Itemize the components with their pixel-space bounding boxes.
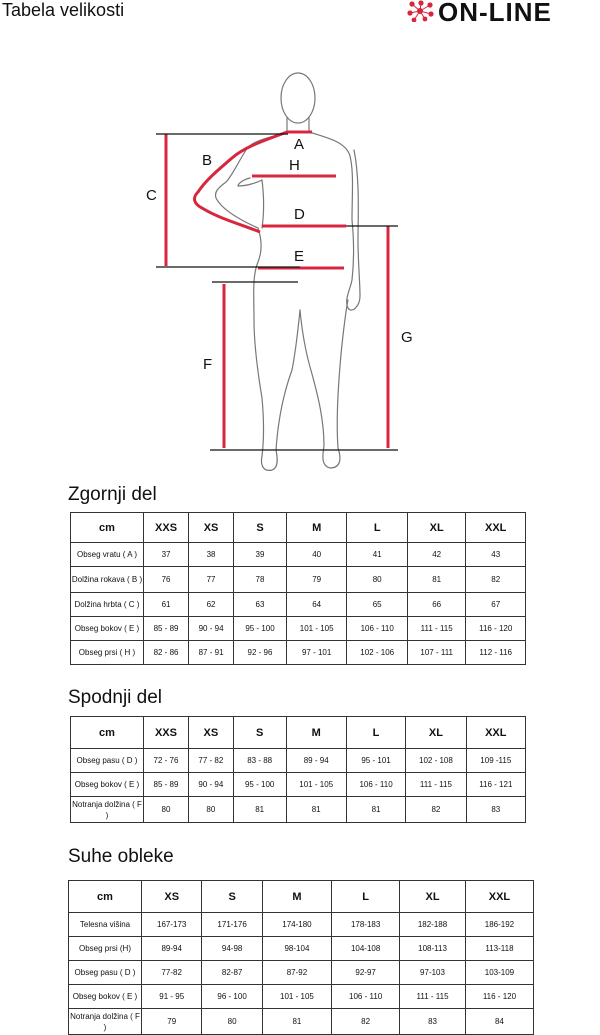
- row-label: Notranja dolžina ( F ): [69, 1009, 142, 1035]
- size-value: 76: [144, 567, 189, 593]
- table-row: [71, 641, 526, 665]
- row-label: Obseg bokov ( E ): [69, 985, 142, 1009]
- table-header-row: [71, 513, 526, 543]
- label-f: F: [203, 356, 213, 373]
- size-value: 94-98: [202, 937, 262, 961]
- size-value: 106 - 110: [347, 617, 408, 641]
- row-label: Obseg pasu ( D ): [71, 749, 144, 773]
- size-value: 104-108: [332, 937, 400, 961]
- size-value: 96 - 100: [202, 985, 262, 1009]
- size-header: XS: [188, 717, 233, 749]
- table-header-row: [69, 881, 534, 913]
- size-value: 111 - 115: [400, 985, 466, 1009]
- size-value: 107 - 111: [407, 641, 465, 665]
- table-row: [69, 985, 534, 1009]
- size-value: 182-188: [400, 913, 466, 937]
- size-value: 167-173: [142, 913, 202, 937]
- size-value: 37: [144, 543, 189, 567]
- size-value: 79: [286, 567, 347, 593]
- row-label: Obseg bokov ( E ): [71, 617, 144, 641]
- size-value: 80: [347, 567, 408, 593]
- size-value: 84: [465, 1009, 533, 1035]
- size-value: 80: [202, 1009, 262, 1035]
- page-title: Tabela velikosti: [2, 0, 125, 20]
- size-header: S: [202, 881, 262, 913]
- size-value: 171-176: [202, 913, 262, 937]
- size-value: 91 - 95: [142, 985, 202, 1009]
- size-header: S: [234, 513, 287, 543]
- size-value: 77: [189, 567, 234, 593]
- label-a: A: [294, 136, 305, 153]
- row-label: Obseg prsi ( H ): [71, 641, 144, 665]
- label-d: D: [294, 206, 305, 223]
- label-g: G: [401, 329, 413, 346]
- size-value: 40: [286, 543, 347, 567]
- size-value: 87 - 91: [189, 641, 234, 665]
- size-header: M: [286, 513, 347, 543]
- size-value: 109 -115: [466, 749, 525, 773]
- table-header-row: [71, 717, 526, 749]
- size-header: S: [233, 717, 286, 749]
- size-value: 111 - 115: [407, 617, 465, 641]
- body-outline-illustration: [0, 60, 600, 480]
- size-header: XXL: [465, 881, 533, 913]
- table-row: [71, 543, 526, 567]
- size-value: 83 - 88: [233, 749, 286, 773]
- size-header: M: [286, 717, 346, 749]
- size-value: 95 - 101: [346, 749, 405, 773]
- size-value: 81: [286, 797, 346, 823]
- size-value: 61: [144, 593, 189, 617]
- table-row: [71, 797, 526, 823]
- size-value: 97 - 101: [286, 641, 347, 665]
- size-header: XXS: [144, 513, 189, 543]
- unit-header: cm: [71, 513, 144, 543]
- size-value: 116 - 120: [465, 985, 533, 1009]
- size-value: 81: [407, 567, 465, 593]
- table-row: [71, 617, 526, 641]
- size-value: 66: [407, 593, 465, 617]
- size-value: 101 - 105: [286, 773, 346, 797]
- size-header: XXS: [144, 717, 189, 749]
- size-value: 43: [466, 543, 526, 567]
- size-value: 90 - 94: [188, 773, 233, 797]
- size-header: XL: [407, 513, 465, 543]
- size-header: M: [262, 881, 331, 913]
- size-value: 89 - 94: [286, 749, 346, 773]
- size-value: 77 - 82: [188, 749, 233, 773]
- section-title-drysuits: Suhe obleke: [68, 846, 174, 867]
- size-value: 102 - 108: [406, 749, 466, 773]
- size-value: 72 - 76: [144, 749, 189, 773]
- row-label: Dolžina rokava ( B ): [71, 567, 144, 593]
- row-label: Obseg pasu ( D ): [69, 961, 142, 985]
- table-row: [71, 773, 526, 797]
- size-value: 116 - 121: [466, 773, 525, 797]
- table-row: [71, 749, 526, 773]
- row-label: Notranja dolžina ( F ): [71, 797, 144, 823]
- size-value: 81: [233, 797, 286, 823]
- size-header: XS: [142, 881, 202, 913]
- size-header: XL: [406, 717, 466, 749]
- brand-name: ON-LINE: [438, 0, 552, 27]
- lower-size-table: [70, 716, 526, 823]
- size-value: 112 - 116: [466, 641, 526, 665]
- size-value: 82 - 86: [144, 641, 189, 665]
- size-value: 90 - 94: [189, 617, 234, 641]
- size-header: XXL: [466, 717, 525, 749]
- size-value: 83: [466, 797, 525, 823]
- drysuit-size-table: [68, 880, 534, 1035]
- size-value: 65: [347, 593, 408, 617]
- table-row: [69, 1009, 534, 1035]
- section-title-upper: Zgornji del: [68, 484, 157, 505]
- size-value: 82: [332, 1009, 400, 1035]
- size-value: 39: [234, 543, 287, 567]
- size-value: 38: [189, 543, 234, 567]
- body-measurement-figure: [0, 60, 600, 480]
- upper-size-table: [70, 512, 526, 665]
- size-value: 102 - 106: [347, 641, 408, 665]
- section-title-lower: Spodnji del: [68, 687, 163, 708]
- row-label: Obseg prsi (H): [69, 937, 142, 961]
- size-value: 95 - 100: [234, 617, 287, 641]
- size-header: XL: [400, 881, 466, 913]
- size-value: 77-82: [142, 961, 202, 985]
- size-header: L: [346, 717, 405, 749]
- size-value: 92 - 96: [234, 641, 287, 665]
- size-value: 82: [466, 567, 526, 593]
- size-value: 80: [144, 797, 189, 823]
- size-value: 78: [234, 567, 287, 593]
- size-value: 64: [286, 593, 347, 617]
- size-value: 186-192: [465, 913, 533, 937]
- size-value: 87-92: [262, 961, 331, 985]
- size-value: 62: [189, 593, 234, 617]
- size-value: 82: [406, 797, 466, 823]
- size-value: 106 - 110: [332, 985, 400, 1009]
- size-value: 63: [234, 593, 287, 617]
- size-value: 80: [188, 797, 233, 823]
- size-value: 101 - 105: [262, 985, 331, 1009]
- size-value: 113-118: [465, 937, 533, 961]
- size-header: XS: [189, 513, 234, 543]
- size-value: 85 - 89: [144, 617, 189, 641]
- label-c: C: [146, 187, 157, 204]
- unit-header: cm: [71, 717, 144, 749]
- row-label: Telesna višina: [69, 913, 142, 937]
- size-value: 79: [142, 1009, 202, 1035]
- size-value: 106 - 110: [346, 773, 405, 797]
- size-value: 108-113: [400, 937, 466, 961]
- size-header: XXL: [466, 513, 526, 543]
- size-value: 82-87: [202, 961, 262, 985]
- row-label: Obseg bokov ( E ): [71, 773, 144, 797]
- size-value: 98-104: [262, 937, 331, 961]
- size-value: 111 - 115: [406, 773, 466, 797]
- size-value: 97-103: [400, 961, 466, 985]
- label-b: B: [202, 152, 213, 169]
- size-value: 103-109: [465, 961, 533, 985]
- row-label: Dolžina hrbta ( C ): [71, 593, 144, 617]
- size-header: L: [332, 881, 400, 913]
- size-value: 101 - 105: [286, 617, 347, 641]
- label-e: E: [294, 248, 305, 265]
- size-value: 116 - 120: [466, 617, 526, 641]
- table-row: [69, 961, 534, 985]
- unit-header: cm: [69, 881, 142, 913]
- table-row: [69, 937, 534, 961]
- size-value: 178-183: [332, 913, 400, 937]
- size-value: 89-94: [142, 937, 202, 961]
- size-value: 92-97: [332, 961, 400, 985]
- size-value: 174-180: [262, 913, 331, 937]
- label-h: H: [289, 157, 300, 174]
- size-value: 85 - 89: [144, 773, 189, 797]
- size-value: 81: [262, 1009, 331, 1035]
- size-value: 41: [347, 543, 408, 567]
- size-value: 67: [466, 593, 526, 617]
- size-header: L: [347, 513, 408, 543]
- table-row: [71, 567, 526, 593]
- table-row: [69, 913, 534, 937]
- size-value: 42: [407, 543, 465, 567]
- size-value: 81: [346, 797, 405, 823]
- size-value: 83: [400, 1009, 466, 1035]
- table-row: [71, 593, 526, 617]
- row-label: Obseg vratu ( A ): [71, 543, 144, 567]
- size-value: 95 - 100: [233, 773, 286, 797]
